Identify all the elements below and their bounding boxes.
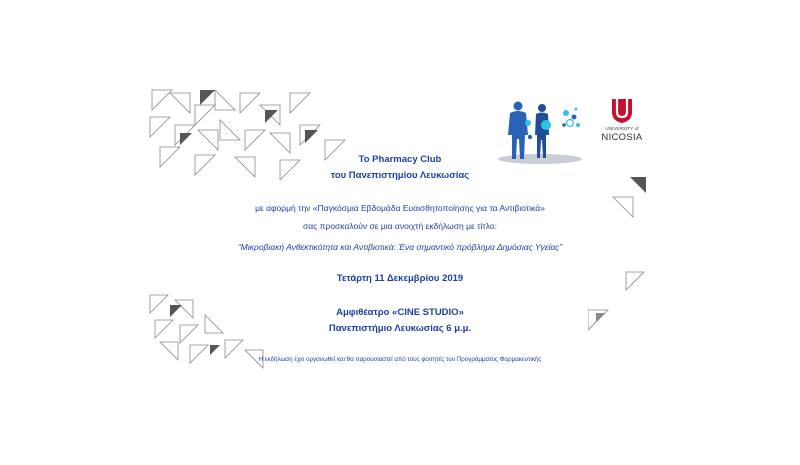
host-line-1: Το Pharmacy Club <box>358 154 442 165</box>
invite-line: σας προσκαλούν σε μια ανοιχτή εκδήλωση με τίτλο: <box>303 221 497 231</box>
host-line-2: του Πανεπιστημίου Λευκωσίας <box>330 170 470 181</box>
logo-university-text <box>598 126 646 131</box>
logo-nicosia-text: NICOSIA <box>601 132 643 143</box>
venue-line-1: Αμφιθέατρο «CINE STUDIO» <box>336 307 464 318</box>
venue-line-2: Πανεπιστήμιο Λευκωσίας 6 μ.μ. <box>328 323 472 334</box>
logo-university-word: UNIVERSITY <box>605 126 634 131</box>
event-date: Τετάρτη 11 Δεκεμβρίου 2019 <box>336 273 464 284</box>
occasion-line: με αφορμή την «Παγκόσμια Εβδομάδα Ευαισθητοποίησης για τα Αντιβιοτικά» <box>255 203 545 213</box>
event-title: “Μικροβιακή Ανθεκτικότητα και Αντιβιοτικά: Ένα σημαντικό πρόβλημα Δημόσιας Υγείας” <box>237 242 563 252</box>
university-of-nicosia-logo <box>598 98 646 143</box>
footer-note: Η εκδήλωση έχει οργανωθεί και θα παρουσιαστεί από τους φοιτητές του Προγράμματος Φαρμακευτικής <box>258 356 542 363</box>
university-shield-icon <box>611 98 633 124</box>
logo-of-word: of <box>634 126 639 131</box>
left-triangle-pattern <box>140 85 360 180</box>
